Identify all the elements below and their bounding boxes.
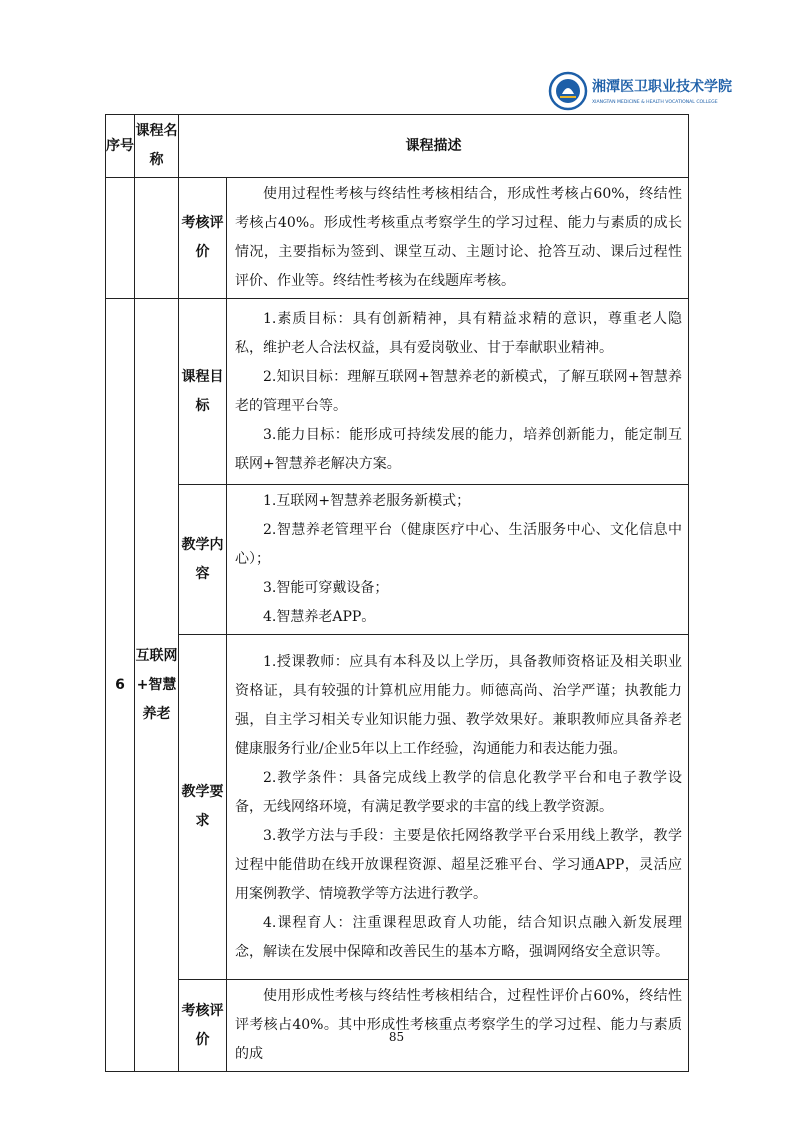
row6-content (106, 485, 689, 635)
row6-course-name: 互联网+智慧养老 (135, 299, 179, 1072)
goals-cell (227, 299, 689, 485)
logo-text-en: XIANGTAN MEDICINE & HEALTH VOCATIONAL COLLEGE (592, 100, 718, 105)
row6-assessment (106, 980, 689, 1072)
requirement-item: 3.教学方法与手段：主要是依托网络教学平台采用线上教学，教学过程中能借助在线开放课程资源、超星泛雅平台、学习通APP，灵活应用案例教学、情境教学等方法进行教学。 (235, 827, 682, 902)
prev-assessment-label: 考核评价 (179, 178, 227, 299)
row6-goals (106, 299, 689, 485)
goal-item: 2.知识目标：理解互联网+智慧养老的新模式，了解互联网+智慧养老的管理平台等。 (235, 368, 682, 414)
content-item: 4.智慧养老APP。 (263, 609, 376, 625)
prev-assessment-text (227, 178, 689, 299)
goal-item: 3.能力目标：能形成可持续发展的能力，培养创新能力，能定制互联网+智慧养老解决方案。 (235, 426, 682, 472)
assessment-paragraph: 使用形成性考核与终结性考核相结合，过程性评价占60%，终结性评考核占40%。其中形成性考核重点考察学生的学习过程、能力与素质的成 (235, 988, 682, 1062)
prev-index-cell (106, 178, 135, 299)
goal-item: 1.素质目标：具有创新精神，具有精益求精的意识，尊重老人隐私，维护老人合法权益，具有爱岗敬业、甘于奉献职业精神。 (235, 310, 682, 356)
requirement-item: 4.课程育人：注重课程思政育人功能，结合知识点融入新发展理念，解读在发展中保障和改善民生的基本方略，强调网络安全意识等。 (235, 914, 682, 960)
row6-requirements (106, 635, 689, 980)
content-item: 3.智能可穿戴设备； (263, 580, 389, 596)
prev-assessment-paragraph: 使用过程性考核与终结性考核相结合，形成性考核占60%，终结性考核占40%。形成性考核重点考察学生的学习过程、能力与素质的成长情况，主要指标为签到、课堂互动、主题讨论、抢答互动、课后过程性评价、作业等。终结性考核为在线题库考核。 (235, 186, 682, 289)
logo-text: 湘潭医卫职业技术学院 (592, 79, 732, 95)
requirement-item: 2.教学条件：具备完成线上教学的信息化教学平台和电子教学设备，无线网络环境，有满足教学要求的丰富的线上教学资源。 (235, 769, 682, 815)
assessment-label: 考核评价 (179, 980, 227, 1072)
header-course-name: 课程名称 (135, 115, 179, 178)
assessment-cell (227, 980, 689, 1072)
header-row (106, 115, 689, 178)
page-number: 85 (388, 1030, 405, 1044)
header-index: 序号 (106, 115, 135, 178)
college-logo (548, 70, 732, 112)
goals-label: 课程目标 (179, 299, 227, 485)
content-cell (227, 485, 689, 635)
row6-index: 6 (106, 299, 135, 1072)
course-table (105, 114, 689, 1072)
header-description: 课程描述 (179, 115, 689, 178)
requirement-item: 1.授课教师：应具有本科及以上学历，具备教师资格证及相关职业资格证，具有较强的计算机应用能力。师德高尚、治学严谨；执教能力强，自主学习相关专业知识能力强、教学效果好。兼职教师应具备养老健康服务行业/企业5年以上工作经验，沟通能力和表达能力强。 (235, 653, 682, 757)
content-label: 教学内容 (179, 485, 227, 635)
prev-assessment-row (106, 178, 689, 299)
prev-name-cell (135, 178, 179, 299)
requirements-label: 教学要求 (179, 635, 227, 980)
content-item: 2.智慧养老管理平台（健康医疗中心、生活服务中心、文化信息中心）； (235, 522, 682, 567)
requirements-cell (227, 635, 689, 980)
content-item: 1.互联网+智慧养老服务新模式； (263, 493, 471, 509)
